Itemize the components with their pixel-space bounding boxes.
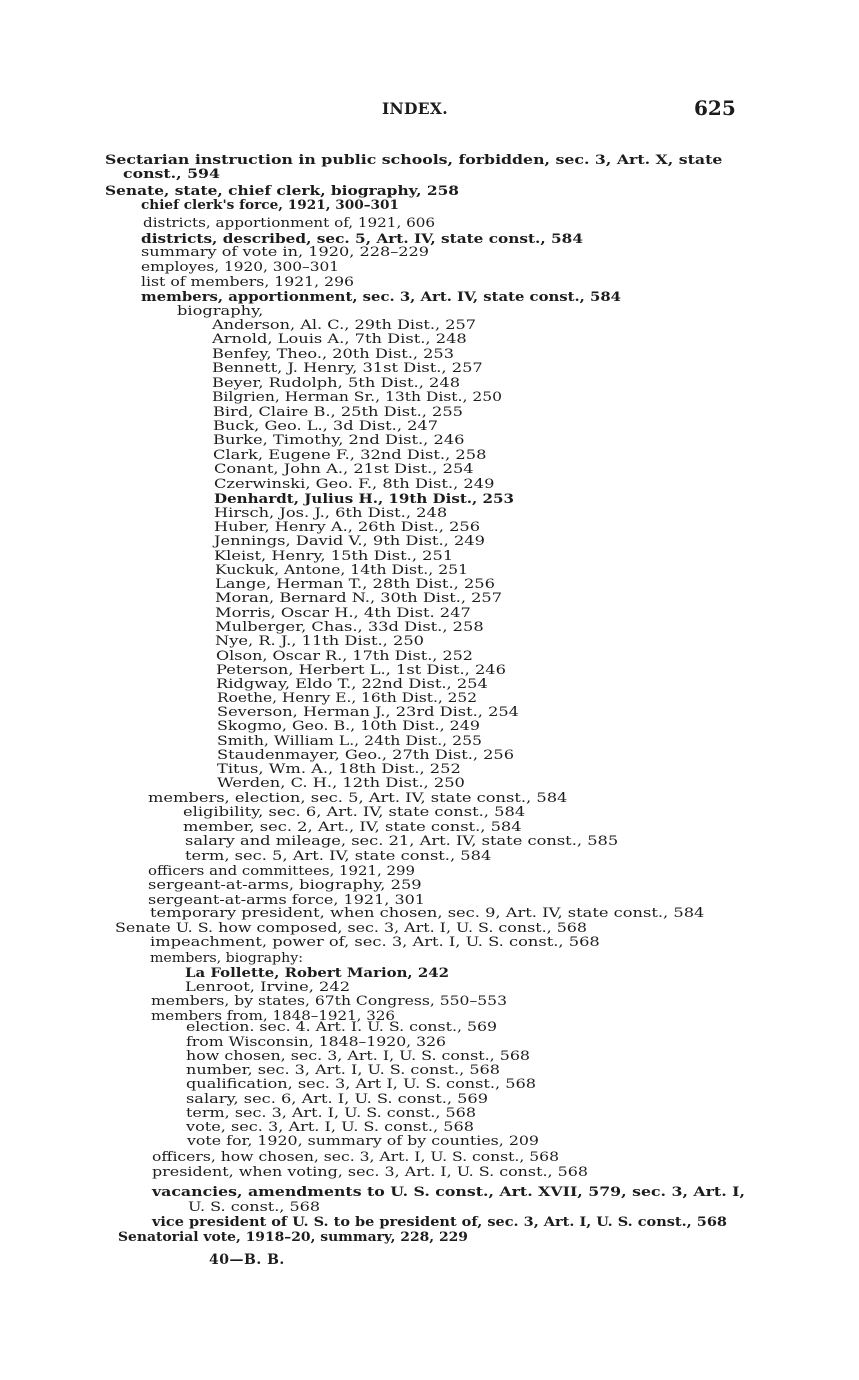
- index-entry: Benfey, Theo., 20th Dist., 253: [212, 347, 454, 362]
- index-entry: Senatorial vote, 1918–20, summary, 228, 229: [118, 1229, 468, 1244]
- index-entry: Moran, Bernard N., 30th Dist., 257: [215, 591, 502, 606]
- index-entry: Bilgrien, Herman Sr., 13th Dist., 250: [212, 390, 503, 405]
- index-entry: impeachment, power of, sec. 3, Art. I, U. S. const., 568: [150, 935, 600, 950]
- index-entry: election. sec. 4. Art. I. U. S. const., 569: [186, 1020, 497, 1035]
- index-entry: sergeant-at-arms, biography, 259: [148, 878, 422, 893]
- index-entry: Skogmo, Geo. B., 10th Dist., 249: [217, 719, 480, 734]
- index-entry: from Wisconsin, 1848–1920, 326: [186, 1035, 447, 1050]
- index-entry: Staudenmayer, Geo., 27th Dist., 256: [217, 748, 515, 763]
- index-entry: Anderson, Al. C., 29th Dist., 257: [212, 318, 476, 333]
- index-entry: Sectarian instruction in public schools, forbidden, sec. 3, Art. X, state: [105, 152, 723, 167]
- index-entry: members from, 1848–1921, 326: [151, 1009, 395, 1024]
- index-entry: U. S. const., 568: [188, 1200, 321, 1215]
- index-entry: Jennings, David V., 9th Dist., 249: [214, 534, 485, 549]
- page-number: 625: [694, 96, 736, 120]
- index-entry: number, sec. 3, Art. I, U. S. const., 568: [186, 1063, 500, 1078]
- index-entry: Mulberger, Chas., 33d Dist., 258: [215, 620, 484, 635]
- index-entry: Morris, Oscar H., 4th Dist. 247: [215, 606, 471, 621]
- index-entry: Kleist, Henry, 15th Dist., 251: [214, 549, 454, 564]
- index-entry: Peterson, Herbert L., 1st Dist., 246: [216, 663, 506, 678]
- index-entry: sergeant-at-arms force, 1921, 301: [148, 893, 426, 908]
- index-entry: Smith, William L., 24th Dist., 255: [217, 734, 482, 749]
- index-entry: Buck, Geo. L., 3d Dist., 247: [213, 419, 438, 434]
- index-entry: Senate, state, chief clerk, biography, 258: [105, 183, 460, 198]
- page-title: INDEX.: [382, 99, 448, 118]
- index-entry: employes, 1920, 300–301: [141, 260, 339, 275]
- index-entry: districts, described, sec. 5, Art. IV, state const., 584: [141, 231, 583, 246]
- index-entry: Nye, R. J., 11th Dist., 250: [215, 634, 425, 649]
- index-entry: eligibility, sec. 6, Art. IV, state const., 584: [183, 805, 526, 820]
- index-entry: how chosen, sec. 3, Art. I, U. S. const., 568: [186, 1049, 531, 1064]
- index-entry: vote for, 1920, summary of by counties, 209: [187, 1134, 539, 1149]
- index-entry: members, by states, 67th Congress, 550–553: [151, 994, 507, 1009]
- index-entry: Burke, Timothy, 2nd Dist., 246: [213, 433, 465, 448]
- index-entry: chief clerk's force, 1921, 300–301: [141, 197, 400, 212]
- index-entry: Bird, Claire B., 25th Dist., 255: [213, 405, 464, 420]
- index-entry: term, sec. 3, Art. I, U. S. const., 568: [186, 1106, 477, 1121]
- index-entry: districts, apportionment of, 1921, 606: [143, 216, 436, 231]
- index-entry: Severson, Herman J., 23rd Dist., 254: [217, 705, 519, 720]
- index-entry: members, biography:: [150, 951, 303, 966]
- index-entry: Werden, C. H., 12th Dist., 250: [217, 776, 465, 791]
- index-entry: list of members, 1921, 296: [141, 275, 355, 290]
- index-entry: La Follette, Robert Marion, 242: [185, 965, 449, 980]
- index-entry: members, election, sec. 5, Art. IV, state const., 584: [148, 791, 568, 806]
- index-entry: biography,: [177, 304, 264, 319]
- index-entry: summary of vote in, 1920, 228–229: [141, 245, 429, 260]
- index-entry: member, sec. 2, Art., IV, state const., 584: [183, 820, 522, 835]
- index-entry: vacancies, amendments to U. S. const., Art. XVII, 579, sec. 3, Art. I,: [152, 1184, 746, 1199]
- index-entry: term, sec. 5, Art. IV, state const., 584: [185, 849, 492, 864]
- index-entry: Olson, Oscar R., 17th Dist., 252: [216, 649, 474, 664]
- index-entry: Senate U. S. how composed, sec. 3, Art. I, U. S. const., 568: [115, 921, 588, 936]
- index-entry: vice president of U. S. to be president of, sec. 3, Art. I, U. S. const., 568: [152, 1214, 727, 1229]
- index-entry: qualification, sec. 3, Art I, U. S. const., 568: [186, 1077, 536, 1092]
- index-entry: Kuckuk, Antone, 14th Dist., 251: [215, 563, 469, 578]
- index-entry: Hirsch, Jos. J., 6th Dist., 248: [214, 506, 448, 521]
- index-entry: Clark, Eugene F., 32nd Dist., 258: [213, 448, 487, 463]
- index-entry: Conant, John A., 21st Dist., 254: [214, 462, 474, 477]
- index-entry: Lenroot, Irvine, 242: [185, 980, 351, 995]
- index-entry: const., 594: [123, 166, 220, 181]
- index-entry: officers, how chosen, sec. 3, Art. I, U. S. const., 568: [152, 1150, 560, 1165]
- index-entry: president, when voting, sec. 3, Art. I, U. S. const., 568: [152, 1165, 588, 1180]
- index-entry: vote, sec. 3, Art. I, U. S. const., 568: [186, 1120, 474, 1135]
- index-entry: salary, sec. 6, Art. I, U. S. const., 569: [186, 1092, 489, 1107]
- index-entry: Titus, Wm. A., 18th Dist., 252: [217, 762, 461, 777]
- index-entry: Ridgway, Eldo T., 22nd Dist., 254: [216, 677, 488, 692]
- index-entry: officers and committees, 1921, 299: [148, 864, 415, 879]
- index-entry: Czerwinski, Geo. F., 8th Dist., 249: [214, 477, 495, 492]
- index-entry: salary and mileage, sec. 21, Art. IV, state const., 585: [185, 834, 619, 849]
- index-entry: Bennett, J. Henry, 31st Dist., 257: [212, 361, 483, 376]
- index-entry: temporary president, when chosen, sec. 9, Art. IV, state const., 584: [150, 906, 705, 921]
- index-entry: Roethe, Henry E., 16th Dist., 252: [217, 691, 477, 706]
- index-entry: Huber, Henry A., 26th Dist., 256: [214, 520, 481, 535]
- index-entry: Beyer, Rudolph, 5th Dist., 248: [212, 376, 461, 391]
- index-entry: Denhardt, Julius H., 19th Dist., 253: [214, 491, 514, 506]
- signature-mark: 40—B. B.: [209, 1252, 285, 1268]
- index-entry: Lange, Herman T., 28th Dist., 256: [215, 577, 495, 592]
- index-entry: Arnold, Louis A., 7th Dist., 248: [212, 332, 467, 347]
- index-entry: members, apportionment, sec. 3, Art. IV, state const., 584: [141, 289, 622, 304]
